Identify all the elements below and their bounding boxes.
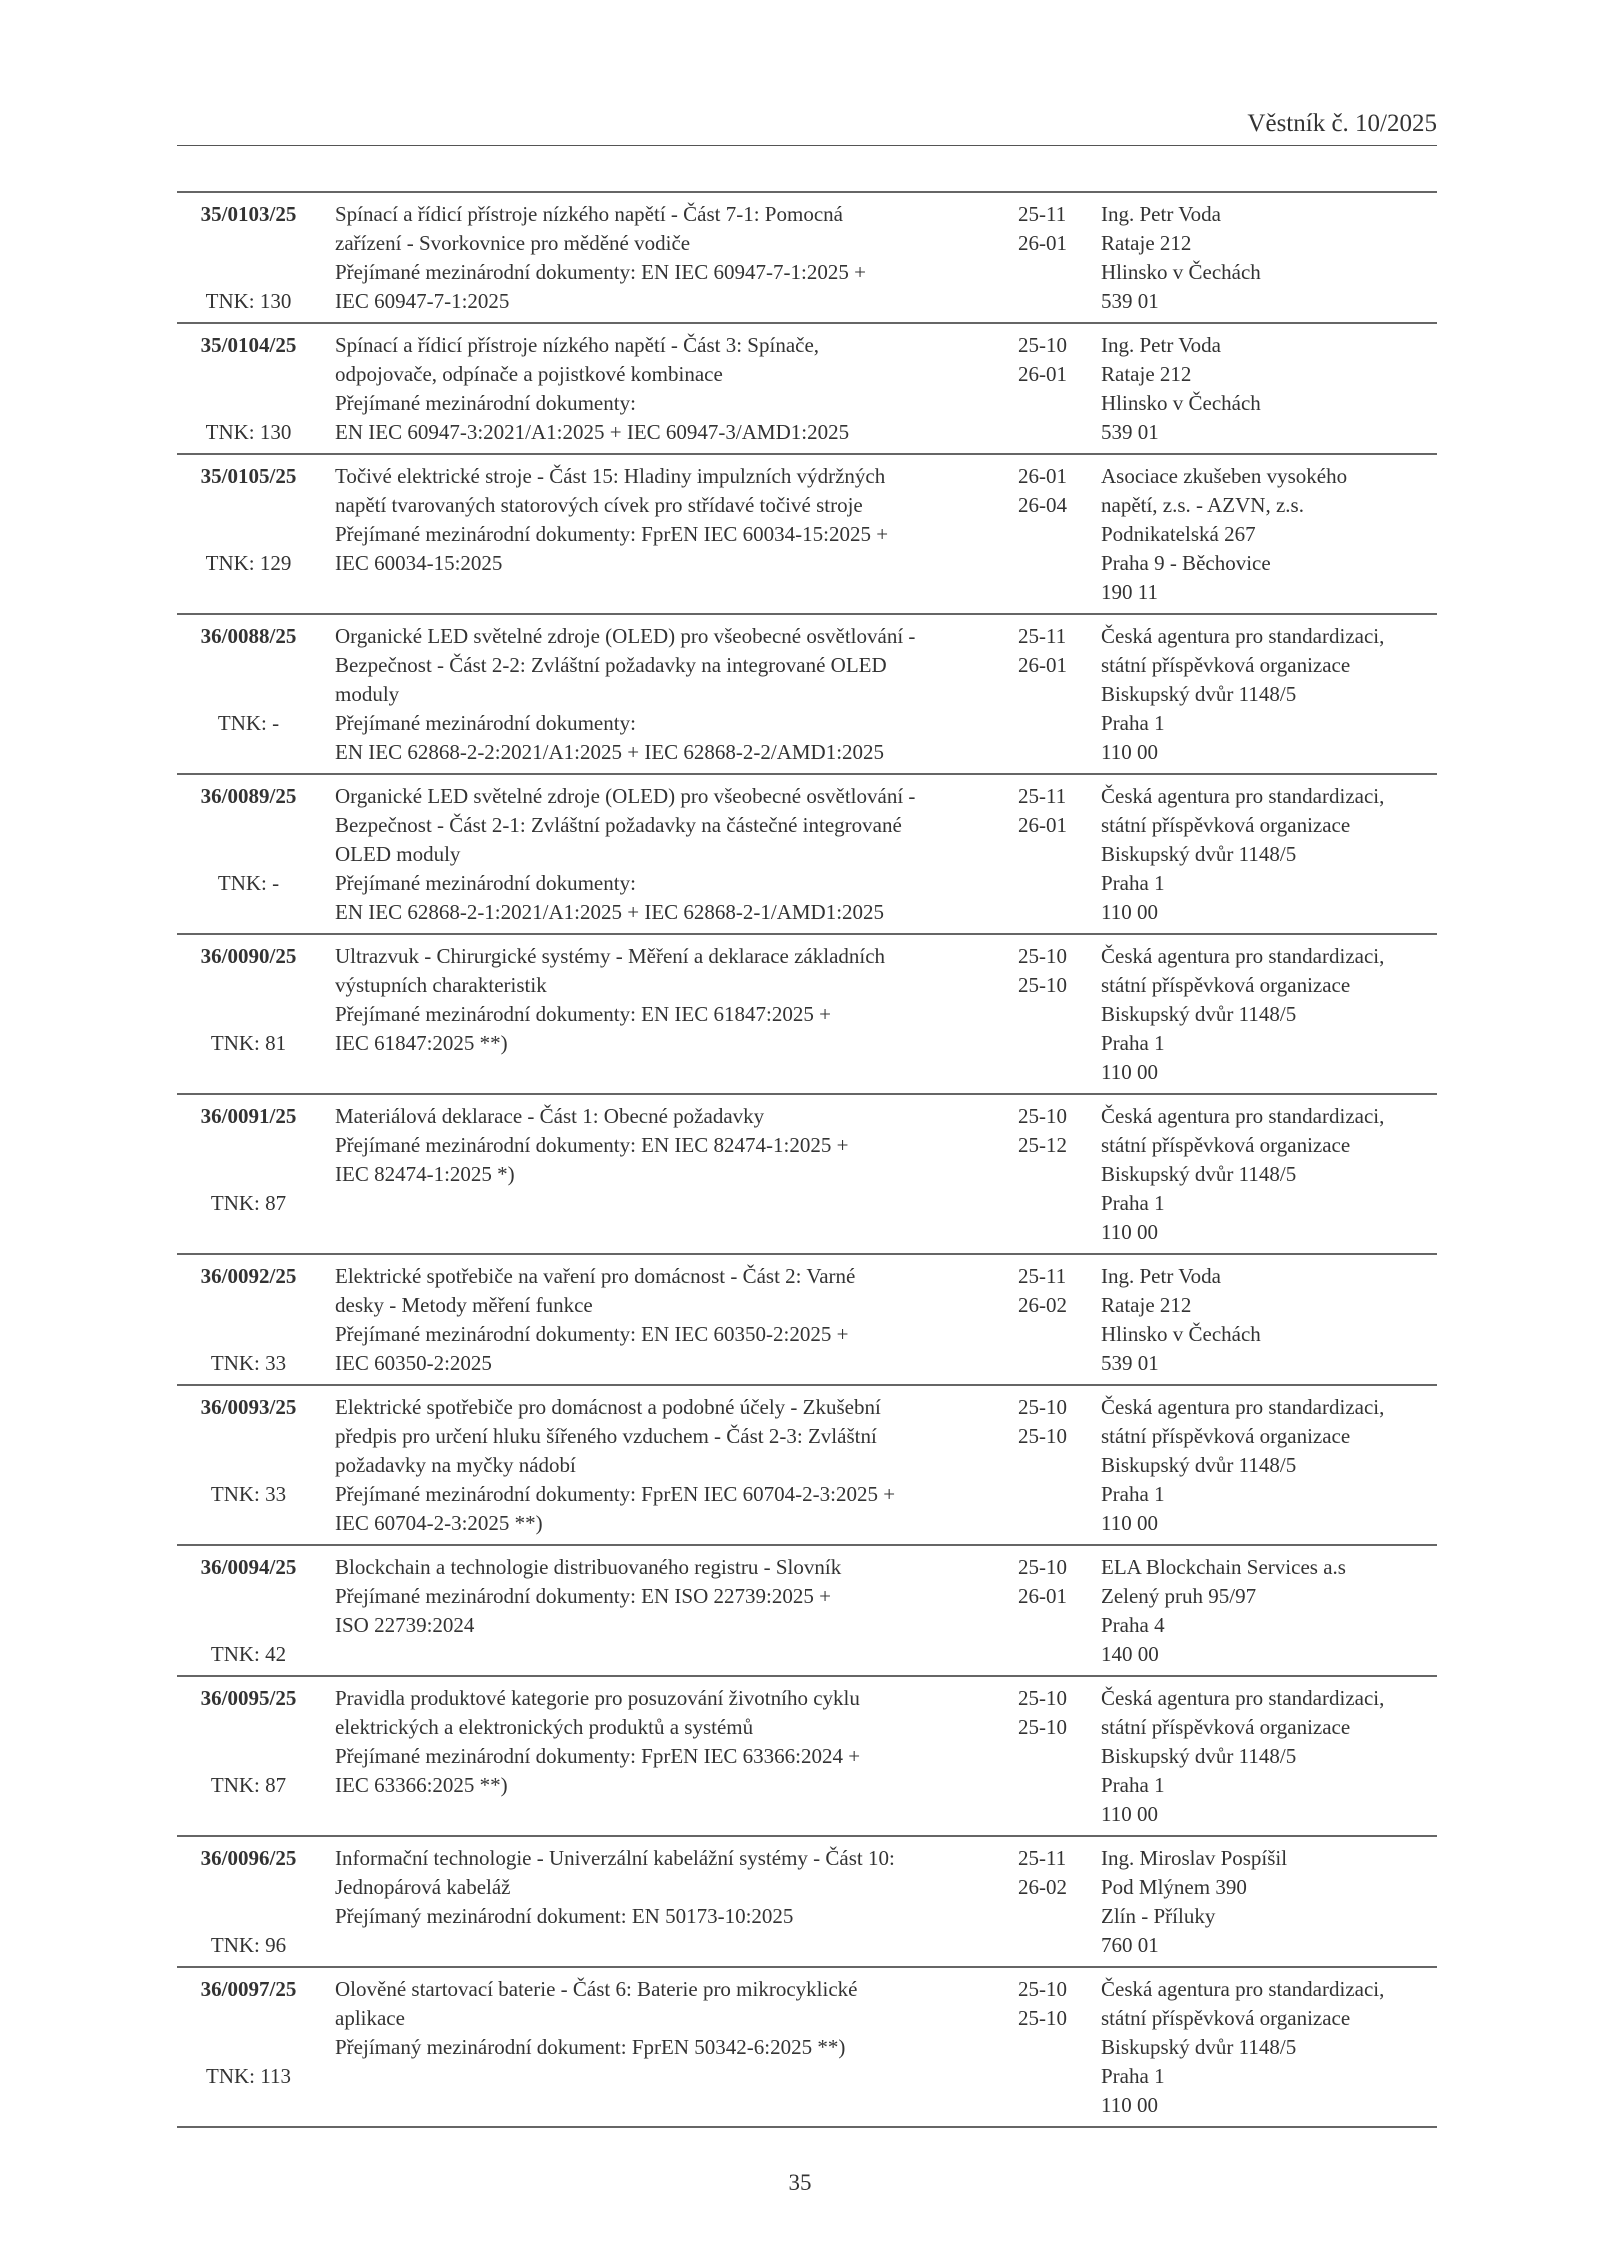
dates-cell [1018,1262,1067,1320]
address-line: Česká agentura pro standardizaci, [1101,944,1385,968]
address-line: Praha 1 [1101,2064,1165,2088]
address-line: 140 00 [1101,1642,1159,1666]
date: 26-01 [1018,813,1067,837]
tnk-label: TNK: 129 [205,551,292,575]
address-line: 760 01 [1101,1933,1159,1957]
description-cell [335,1844,895,1931]
address-line: 539 01 [1101,420,1159,444]
date: 25-12 [1018,1133,1067,1157]
id-cell [177,331,320,447]
description-line: Informační technologie - Univerzální kabelážní systémy - Část 10: [335,1846,895,1870]
address-line: Rataje 212 [1101,231,1192,255]
description-line: IEC 82474-1:2025 *) [335,1162,515,1186]
bulletin-title: Věstník č. 10/2025 [1247,110,1437,137]
description-line: Organické LED světelné zdroje (OLED) pro všeobecné osvětlování - [335,624,916,648]
address-line: Česká agentura pro standardizaci, [1101,1104,1385,1128]
description-line: Elektrické spotřebiče na vaření pro domácnost - Část 2: Varné [335,1264,856,1288]
address-cell [1101,942,1384,1087]
page-number: 35 [788,2170,812,2195]
description-line: Olověné startovací baterie - Část 6: Baterie pro mikrocyklické [335,1977,858,2001]
date: 25-10 [1018,973,1067,997]
description-line: požadavky na myčky nádobí [335,1453,576,1477]
standard-number: 36/0097/25 [200,1977,297,2001]
date: 25-10 [1018,1395,1067,1419]
description-line: Spínací a řídicí přístroje nízkého napětí - Část 3: Spínače, [335,333,820,357]
address-line: státní příspěvková organizace [1101,1133,1351,1157]
description-line: Přejímané mezinárodní dokumenty: EN ISO 22739:2025 + [335,1584,831,1608]
description-line: Přejímané mezinárodní dokumenty: FprEN IEC 63366:2024 + [335,1744,861,1768]
address-line: Hlinsko v Čechách [1101,260,1261,284]
address-line: 110 00 [1101,900,1158,924]
description-line: IEC 60947-7-1:2025 [335,289,510,313]
description-line: Přejímaný mezinárodní dokument: FprEN 50342-6:2025 **) [335,2035,846,2059]
date: 25-10 [1018,1555,1067,1579]
description-line: Bezpečnost - Část 2-2: Zvláštní požadavky na integrované OLED [335,653,887,677]
description-line: IEC 63366:2025 **) [335,1773,508,1797]
address-line: Praha 1 [1101,711,1165,735]
table-row [177,1546,1437,1677]
date: 26-01 [1018,231,1067,255]
date: 25-10 [1018,1686,1067,1710]
address-line: Ing. Petr Voda [1101,333,1221,357]
dates-cell [1018,622,1067,680]
standard-number: 36/0091/25 [200,1104,297,1128]
id-cell [177,622,320,767]
standard-number: 35/0104/25 [200,333,297,357]
address-line: Praha 1 [1101,1482,1165,1506]
description-line: Přejímané mezinárodní dokumenty: EN IEC 60350-2:2025 + [335,1322,849,1346]
description-line: EN IEC 62868-2-1:2021/A1:2025 + IEC 62868-2-1/AMD1:2025 [335,900,885,924]
table-row [177,1386,1437,1546]
address-line: Česká agentura pro standardizaci, [1101,1686,1385,1710]
date: 25-10 [1018,1715,1067,1739]
description-cell [335,1684,860,1800]
description-line: předpis pro určení hluku šířeného vzduchem - Část 2-3: Zvláštní [335,1424,877,1448]
description-line: IEC 60704-2-3:2025 **) [335,1511,543,1535]
address-line: 539 01 [1101,1351,1159,1375]
description-line: Spínací a řídicí přístroje nízkého napětí - Část 7-1: Pomocná [335,202,843,226]
address-cell [1101,1393,1384,1538]
date: 25-11 [1018,784,1067,808]
tnk-label: TNK: 81 [210,1031,287,1055]
address-cell [1101,1684,1384,1829]
address-line: Biskupský dvůr 1148/5 [1101,1162,1297,1186]
date: 26-01 [1018,653,1067,677]
description-line: EN IEC 62868-2-2:2021/A1:2025 + IEC 62868-2-2/AMD1:2025 [335,740,885,764]
table-row [177,193,1437,324]
address-line: Ing. Miroslav Pospíšil [1101,1846,1288,1870]
description-line: Bezpečnost - Část 2-1: Zvláštní požadavky na částečné integrované [335,813,902,837]
standard-number: 36/0096/25 [200,1846,297,1870]
address-line: Česká agentura pro standardizaci, [1101,624,1385,648]
address-line: Česká agentura pro standardizaci, [1101,1395,1385,1419]
address-line: Ing. Petr Voda [1101,1264,1221,1288]
description-line: Blockchain a technologie distribuovaného registru - Slovník [335,1555,842,1579]
description-cell [335,331,849,447]
description-cell [335,622,915,767]
table-row [177,1837,1437,1968]
address-line: Česká agentura pro standardizaci, [1101,784,1385,808]
description-line: Přejímané mezinárodní dokumenty: [335,391,636,415]
table-row [177,1095,1437,1255]
date: 25-10 [1018,1977,1067,2001]
address-cell [1101,622,1384,767]
standard-number: 36/0090/25 [200,944,297,968]
description-line: elektrických a elektronických produktů a systémů [335,1715,754,1739]
address-cell [1101,1102,1384,1247]
tnk-label: TNK: 96 [210,1933,287,1957]
description-line: ISO 22739:2024 [335,1613,475,1637]
address-line: Zlín - Příluky [1101,1904,1216,1928]
description-line: Přejímaný mezinárodní dokument: EN 50173-10:2025 [335,1904,794,1928]
description-line: IEC 60034-15:2025 [335,551,503,575]
address-line: Biskupský dvůr 1148/5 [1101,2035,1297,2059]
description-line: aplikace [335,2006,405,2030]
id-cell [177,1553,320,1669]
standards-table [177,191,1437,2128]
address-line: Biskupský dvůr 1148/5 [1101,842,1297,866]
date: 25-10 [1018,944,1067,968]
header-rule [177,145,1437,146]
description-line: Přejímané mezinárodní dokumenty: FprEN IEC 60034-15:2025 + [335,522,889,546]
date: 25-11 [1018,202,1067,226]
standard-number: 36/0088/25 [200,624,297,648]
table-row [177,935,1437,1095]
description-line: napětí tvarovaných statorových cívek pro střídavé točivé stroje [335,493,863,517]
id-cell [177,1844,320,1960]
address-line: ELA Blockchain Services a.s [1101,1555,1346,1579]
address-line: Biskupský dvůr 1148/5 [1101,1002,1297,1026]
date: 26-01 [1018,1584,1067,1608]
address-line: Biskupský dvůr 1148/5 [1101,1453,1297,1477]
address-cell [1101,1553,1346,1669]
description-line: IEC 61847:2025 **) [335,1031,508,1055]
date: 26-01 [1018,464,1067,488]
address-line: 110 00 [1101,2093,1158,2117]
address-line: státní příspěvková organizace [1101,973,1351,997]
description-line: Přejímané mezinárodní dokumenty: EN IEC 61847:2025 + [335,1002,831,1026]
address-cell [1101,782,1384,927]
tnk-label: TNK: 87 [210,1773,287,1797]
id-cell [177,200,320,316]
description-line: Pravidla produktové kategorie pro posuzování životního cyklu [335,1686,860,1710]
address-line: Praha 9 - Běchovice [1101,551,1271,575]
tnk-label: TNK: 130 [205,289,292,313]
tnk-label: TNK: 113 [206,2064,291,2088]
date: 26-01 [1018,362,1067,386]
address-cell [1101,200,1261,316]
date: 26-02 [1018,1293,1067,1317]
description-line: desky - Metody měření funkce [335,1293,593,1317]
dates-cell [1018,1553,1067,1611]
description-cell [335,942,885,1058]
description-line: výstupních charakteristik [335,973,547,997]
address-cell [1101,1262,1261,1378]
dates-cell [1018,331,1067,389]
address-line: 110 00 [1101,1802,1158,1826]
date: 25-10 [1018,333,1067,357]
date: 25-10 [1018,1424,1067,1448]
id-cell [177,942,320,1087]
address-line: státní příspěvková organizace [1101,2006,1351,2030]
date: 26-02 [1018,1875,1067,1899]
address-line: 539 01 [1101,289,1159,313]
address-line: 110 00 [1101,1060,1158,1084]
description-line: Jednopárová kabeláž [335,1875,511,1899]
date: 25-11 [1018,624,1067,648]
address-line: Praha 1 [1101,871,1165,895]
address-line: Praha 1 [1101,1773,1165,1797]
table-row [177,324,1437,455]
address-line: napětí, z.s. - AZVN, z.s. [1101,493,1304,517]
table-row [177,1677,1437,1837]
address-line: státní příspěvková organizace [1101,653,1351,677]
tnk-label: TNK: - [217,871,280,895]
address-line: Praha 4 [1101,1613,1165,1637]
tnk-label: TNK: 87 [210,1191,287,1215]
table-row [177,775,1437,935]
description-cell [335,1393,895,1538]
address-line: Podnikatelská 267 [1101,522,1256,546]
id-cell [177,1262,320,1378]
address-line: Ing. Petr Voda [1101,202,1221,226]
standard-number: 36/0095/25 [200,1686,297,1710]
description-line: Přejímané mezinárodní dokumenty: EN IEC 60947-7-1:2025 + [335,260,866,284]
tnk-label: TNK: 42 [210,1642,287,1666]
address-cell [1101,1844,1287,1960]
dates-cell [1018,1684,1067,1742]
standard-number: 35/0105/25 [200,464,297,488]
id-cell [177,782,320,927]
description-cell [335,782,915,927]
dates-cell [1018,1102,1067,1160]
address-cell [1101,331,1261,447]
dates-cell [1018,1975,1067,2033]
tnk-label: TNK: 130 [205,420,292,444]
description-line: odpojovače, odpínače a pojistkové kombinace [335,362,723,386]
description-cell [335,1975,857,2062]
description-line: Točivé elektrické stroje - Část 15: Hladiny impulzních výdržných [335,464,886,488]
date: 25-11 [1018,1846,1067,1870]
description-line: Organické LED světelné zdroje (OLED) pro všeobecné osvětlování - [335,784,916,808]
standard-number: 35/0103/25 [200,202,297,226]
table-row [177,1968,1437,2128]
standard-number: 36/0092/25 [200,1264,297,1288]
id-cell [177,462,320,607]
dates-cell [1018,1844,1067,1902]
description-cell [335,462,888,578]
table-row [177,615,1437,775]
table-row [177,455,1437,615]
standard-number: 36/0093/25 [200,1395,297,1419]
description-line: IEC 60350-2:2025 [335,1351,492,1375]
address-line: Hlinsko v Čechách [1101,391,1261,415]
address-line: Česká agentura pro standardizaci, [1101,1977,1385,2001]
date: 26-04 [1018,493,1067,517]
tnk-label: TNK: 33 [210,1351,287,1375]
table-row [177,1255,1437,1386]
id-cell [177,1684,320,1829]
description-line: moduly [335,682,400,706]
address-line: 110 00 [1101,1511,1158,1535]
description-line: Elektrické spotřebiče pro domácnost a podobné účely - Zkušební [335,1395,881,1419]
description-cell [335,1553,841,1640]
address-cell [1101,1975,1384,2120]
address-line: Praha 1 [1101,1031,1165,1055]
standard-number: 36/0089/25 [200,784,297,808]
address-line: Asociace zkušeben vysokého [1101,464,1348,488]
dates-cell [1018,1393,1067,1451]
address-line: Biskupský dvůr 1148/5 [1101,1744,1297,1768]
standard-number: 36/0094/25 [200,1555,297,1579]
address-cell [1101,462,1347,607]
address-line: Hlinsko v Čechách [1101,1322,1261,1346]
address-line: 190 11 [1101,580,1158,604]
address-line: Biskupský dvůr 1148/5 [1101,682,1297,706]
description-line: zařízení - Svorkovnice pro měděné vodiče [335,231,691,255]
description-line: Přejímané mezinárodní dokumenty: FprEN IEC 60704-2-3:2025 + [335,1482,896,1506]
dates-cell [1018,942,1067,1000]
address-line: Zelený pruh 95/97 [1101,1584,1257,1608]
dates-cell [1018,462,1067,520]
address-line: 110 00 [1101,740,1158,764]
description-line: Přejímané mezinárodní dokumenty: [335,711,636,735]
tnk-label: TNK: - [217,711,280,735]
dates-cell [1018,200,1067,258]
address-line: Rataje 212 [1101,1293,1192,1317]
description-line: EN IEC 60947-3:2021/A1:2025 + IEC 60947-3/AMD1:2025 [335,420,850,444]
description-line: Přejímané mezinárodní dokumenty: [335,871,636,895]
tnk-label: TNK: 33 [210,1482,287,1506]
id-cell [177,1393,320,1538]
description-line: Ultrazvuk - Chirurgické systémy - Měření a deklarace základních [335,944,886,968]
description-cell [335,1262,855,1378]
description-line: OLED moduly [335,842,461,866]
address-line: státní příspěvková organizace [1101,1715,1351,1739]
address-line: Rataje 212 [1101,362,1192,386]
date: 25-10 [1018,1104,1067,1128]
id-cell [177,1102,320,1247]
description-line: Přejímané mezinárodní dokumenty: EN IEC 82474-1:2025 + [335,1133,849,1157]
description-cell [335,1102,848,1189]
description-cell [335,200,866,316]
address-line: 110 00 [1101,1220,1158,1244]
date: 25-10 [1018,2006,1067,2030]
address-line: Praha 1 [1101,1191,1165,1215]
description-line: Materiálová deklarace - Část 1: Obecné požadavky [335,1104,765,1128]
date: 25-11 [1018,1264,1067,1288]
id-cell [177,1975,320,2120]
dates-cell [1018,782,1067,840]
address-line: státní příspěvková organizace [1101,813,1351,837]
address-line: Pod Mlýnem 390 [1101,1875,1247,1899]
address-line: státní příspěvková organizace [1101,1424,1351,1448]
